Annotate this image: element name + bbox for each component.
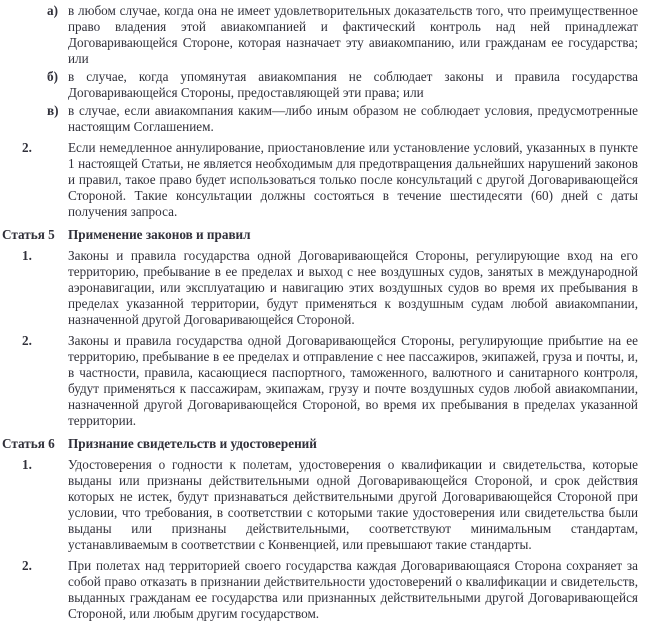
- paragraph-number: 2.: [22, 333, 32, 348]
- paragraph-text: Если немедленное аннулирование, приостановление или установление условий, указанных в пункте 1 настоящей Статьи, не является необходимым для предотвращения дальнейших нарушений законов и правил, такое право будет использоваться только после консультаций с другой Договаривающейся Стороной. Такие консультации должны состояться в течение шестидесяти (60) дней с даты получения запроса.: [68, 140, 638, 219]
- article-5-paragraph-1: [0, 248, 645, 328]
- clause-v-label: в): [47, 103, 59, 118]
- clause-a-text: в любом случае, когда она не имеет удовлетворительных доказательств того, что преимущественное право владения этой авиакомпанией и фактический контроль над ней принадлежат Договаривающейся Стороне, которая назначает эту авиакомпанию, или гражданам ее государства; или: [68, 3, 638, 66]
- article-5-title: Применение законов и правил: [68, 227, 251, 242]
- article-6-paragraph-2: [0, 558, 645, 622]
- article-6-label: Статья 6: [2, 436, 55, 451]
- clause-b: [0, 69, 645, 101]
- clause-a: [0, 3, 645, 67]
- article-5-label: Статья 5: [2, 227, 55, 242]
- article-6-heading: [0, 436, 645, 452]
- article-4-paragraph-2: [0, 140, 645, 220]
- paragraph-text: Законы и правила государства одной Договаривающейся Стороны, регулирующие вход на его территорию, пребывание в ее пределах и выход с нее воздушных судов, занятых в международной аэронавигации, или эксплуатацию и навигацию этих воздушных судов во время их пребывания в пределах указанной территории, будут применяться к воздушным судам любой авиакомпании, назначенной другой Договаривающейся Стороной.: [68, 248, 638, 327]
- paragraph-number: 1.: [22, 457, 32, 472]
- clause-a-label: а): [47, 3, 58, 18]
- clause-v: [0, 103, 645, 135]
- paragraph-number: 2.: [22, 140, 32, 155]
- paragraph-number: 2.: [22, 558, 32, 573]
- clause-v-text: в случае, если авиакомпания каким—либо иным образом не соблюдает условия, предусмотренные настоящим Соглашением.: [68, 103, 638, 134]
- article-5-heading: [0, 227, 645, 243]
- article-6-title: Признание свидетельств и удостоверений: [68, 436, 317, 451]
- article-5-paragraph-2: [0, 333, 645, 429]
- article-6-paragraph-1: [0, 457, 645, 553]
- clause-b-label: б): [47, 69, 58, 84]
- paragraph-number: 1.: [22, 248, 32, 263]
- clause-b-text: в случае, когда упомянутая авиакомпания не соблюдает законы и правила государства Договаривающейся Стороны, предоставляющей эти права; или: [68, 69, 638, 100]
- paragraph-text: При полетах над территорией своего государства каждая Договаривающаяся Сторона сохраняет за собой право отказать в признании действительности удостоверений о квалификации и свидетельств, выданных гражданам ее государства или признанных действительными другой Договаривающейся Стороной, или любым другим государством.: [68, 558, 638, 621]
- paragraph-text: Законы и правила государства одной Договаривающейся Стороны, регулирующие прибытие на ее территорию, пребывание в ее пределах и отправление с нее пассажиров, экипажей, груза и почты, и, в частности, правила, касающиеся паспортного, таможенного, валютного и санитарного контроля, будут применяться к пассажирам, экипажам, грузу и почте воздушных судов любой авиакомпании, назначенной другой Договаривающейся Стороной, во время их пребывания в пределах указанной территории.: [68, 333, 638, 428]
- paragraph-text: Удостоверения о годности к полетам, удостоверения о квалификации и свидетельства, которые выданы или признаны действительными одной Договаривающейся Стороной, и срок действия которых не истек, будут признаваться действительными другой Договаривающейся Стороной при условии, что требования, в соответствии с которыми такие удостоверения или свидетельства были выданы или признаны действительными, соответствуют минимальным стандартам, устанавливаемым в соответствии с Конвенцией, или превышают такие стандарты.: [68, 457, 638, 552]
